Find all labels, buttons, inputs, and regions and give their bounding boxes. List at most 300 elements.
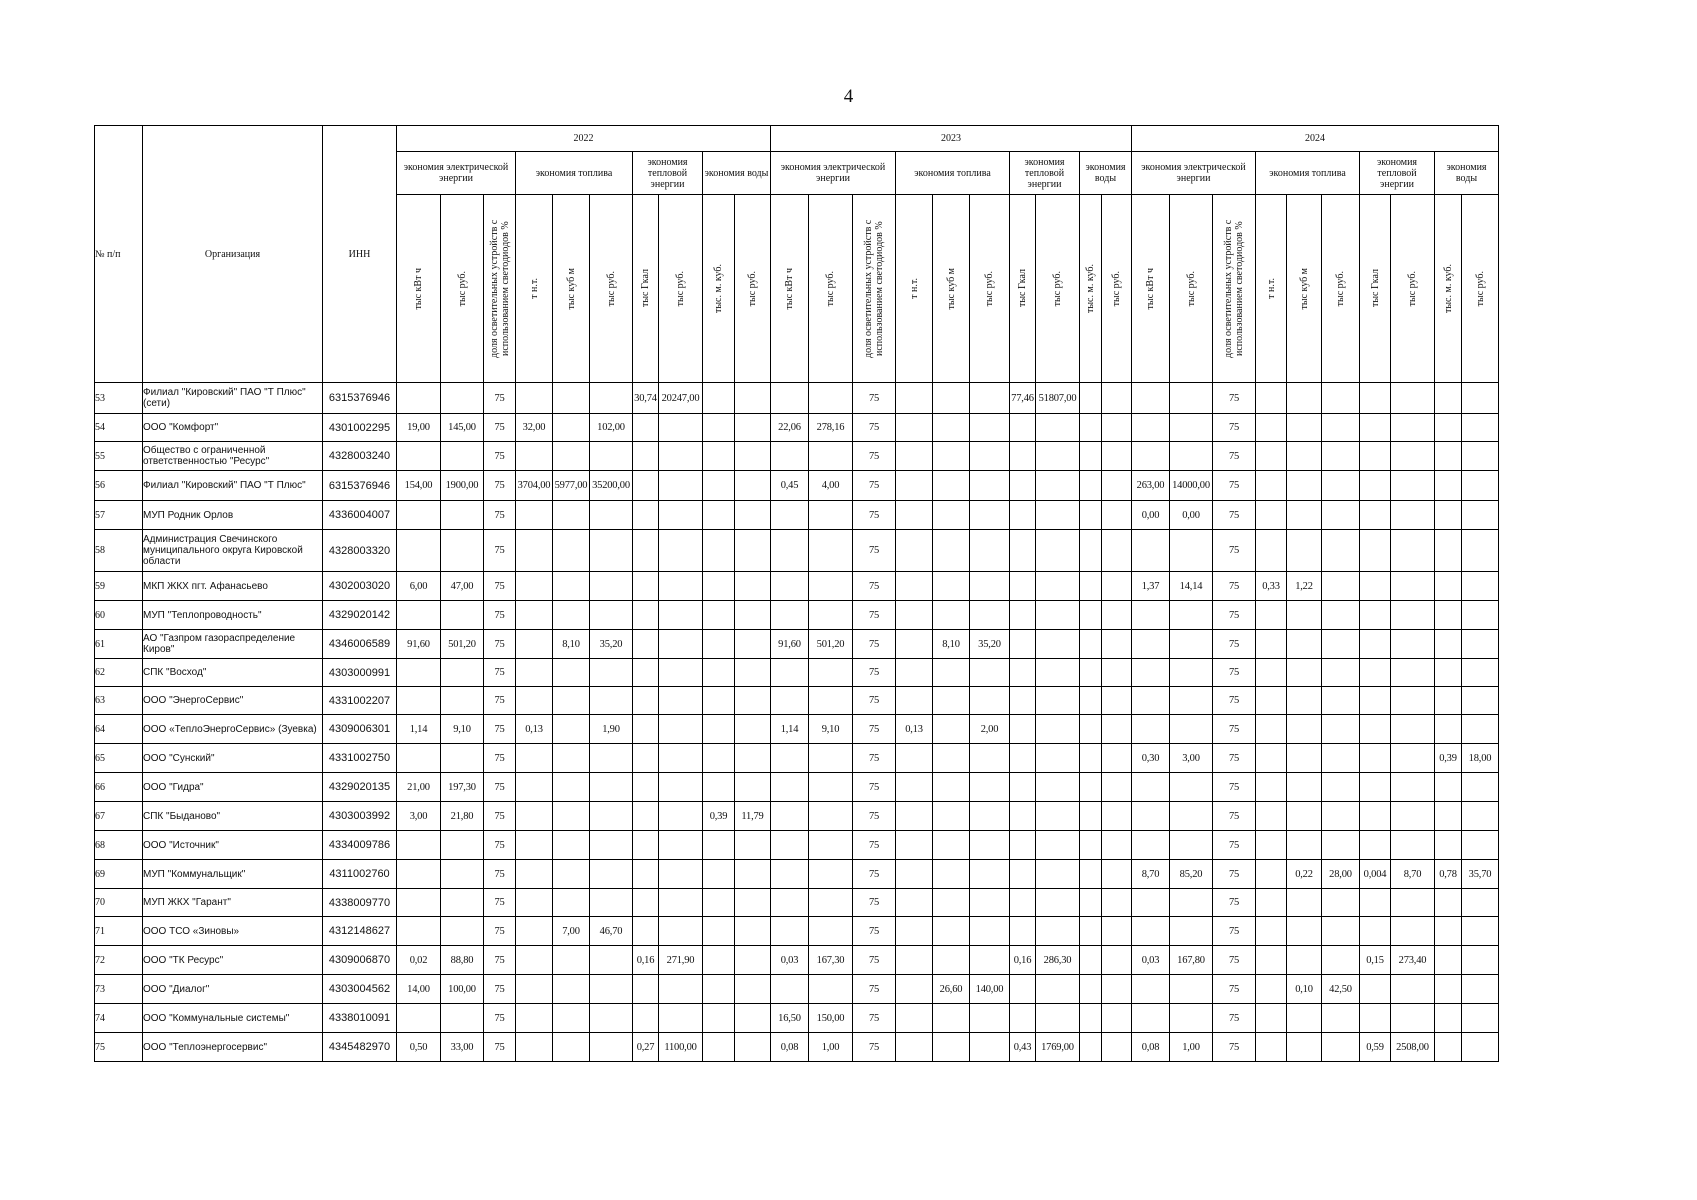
cell-2024-rub (1462, 414, 1499, 442)
cell-2022-share: 75 (484, 687, 516, 715)
cell-2023-rub (1102, 773, 1132, 802)
cell-2023-water_m3 (1080, 501, 1102, 530)
group-fuel-2023: экономия топлива (896, 152, 1010, 195)
cell-2024-gcal: 0,004 (1360, 860, 1391, 889)
cell-2022-share: 75 (484, 831, 516, 860)
cell-2024-gcal (1360, 630, 1391, 659)
cell-2024-tnt (1256, 687, 1287, 715)
cell-2024-water_m3 (1435, 501, 1462, 530)
unit-label: тыс руб. (1185, 270, 1197, 307)
row-number: 53 (95, 383, 143, 414)
cell-2023-gcal (1010, 687, 1036, 715)
cell-2024-water_m3 (1435, 442, 1462, 471)
table-row (95, 802, 1499, 831)
cell-2023-kwh: 0,03 (771, 946, 809, 975)
cell-2023-rub (1036, 744, 1080, 773)
cell-2024-m3 (1287, 530, 1322, 572)
cell-2024-water_m3 (1435, 831, 1462, 860)
cell-2024-kwh (1132, 630, 1170, 659)
unit-label: тыс руб. (1111, 270, 1122, 307)
cell-2024-rub (1322, 601, 1360, 630)
organization-name: ООО "Комфорт" (143, 414, 323, 442)
cell-2022-rub (659, 975, 703, 1004)
cell-2022-tnt (516, 530, 553, 572)
table-row (95, 1004, 1499, 1033)
cell-2023-tnt: 0,13 (896, 715, 933, 744)
cell-2022-gcal (633, 414, 659, 442)
cell-2023-kwh: 1,14 (771, 715, 809, 744)
cell-2024-rub: 14000,00 (1170, 471, 1213, 501)
cell-2023-m3 (933, 530, 970, 572)
cell-2022-gcal: 30,74 (633, 383, 659, 414)
cell-2024-water_m3 (1435, 715, 1462, 744)
cell-2023-m3 (933, 572, 970, 601)
cell-2022-share: 75 (484, 773, 516, 802)
cell-2022-rub (590, 744, 633, 773)
cell-2023-m3 (933, 889, 970, 917)
unit-label: тыс руб. (1407, 270, 1418, 307)
cell-2024-water_m3 (1435, 630, 1462, 659)
cell-2022-m3 (553, 442, 590, 471)
cell-2024-water_m3 (1435, 572, 1462, 601)
cell-2023-m3 (933, 1004, 970, 1033)
cell-2022-kwh (397, 1004, 441, 1033)
cell-2023-rub (809, 802, 853, 831)
cell-2022-rub: 35,20 (590, 630, 633, 659)
cell-2022-water_m3 (703, 442, 735, 471)
cell-2024-rub: 273,40 (1391, 946, 1435, 975)
cell-2023-rub (1036, 1004, 1080, 1033)
cell-2022-share: 75 (484, 471, 516, 501)
unit-gcal-2023-6 (1010, 195, 1036, 383)
cell-2023-rub (1102, 917, 1132, 946)
cell-2023-rub: 2,00 (970, 715, 1010, 744)
table-row (95, 659, 1499, 687)
cell-2024-rub (1391, 687, 1435, 715)
cell-2022-gcal (633, 530, 659, 572)
cell-2024-rub (1391, 442, 1435, 471)
cell-2022-rub (441, 917, 484, 946)
cell-2022-tnt: 32,00 (516, 414, 553, 442)
unit-label: тыс руб. (984, 270, 995, 307)
cell-2024-tnt (1256, 773, 1287, 802)
cell-2023-water_m3 (1080, 572, 1102, 601)
header-inn: ИНН (323, 126, 397, 383)
cell-2023-water_m3 (1080, 442, 1102, 471)
cell-2023-rub (1102, 630, 1132, 659)
cell-2023-rub: 150,00 (809, 1004, 853, 1033)
organization-name: МУП Родник Орлов (143, 501, 323, 530)
cell-2022-rub (735, 442, 771, 471)
cell-2023-water_m3 (1080, 1004, 1102, 1033)
cell-2024-rub (1462, 889, 1499, 917)
row-number: 75 (95, 1033, 143, 1062)
cell-2024-gcal (1360, 572, 1391, 601)
header-year-2023: 2023 (771, 126, 1132, 152)
cell-2023-rub: 9,10 (809, 715, 853, 744)
unit-m3-2024-4 (1287, 195, 1322, 383)
cell-2024-rub (1391, 501, 1435, 530)
cell-2023-kwh (771, 501, 809, 530)
table-row (95, 501, 1499, 530)
cell-2022-tnt (516, 773, 553, 802)
cell-2023-rub (809, 975, 853, 1004)
cell-2024-rub: 1,00 (1170, 1033, 1213, 1062)
cell-2023-tnt (896, 975, 933, 1004)
group-water-2023: экономия воды (1080, 152, 1132, 195)
cell-2022-water_m3 (703, 601, 735, 630)
unit-rub-2023-7 (1036, 195, 1080, 383)
cell-2023-m3 (933, 687, 970, 715)
cell-2022-tnt (516, 501, 553, 530)
row-number: 54 (95, 414, 143, 442)
unit-tnt-2024-3 (1256, 195, 1287, 383)
cell-2022-rub (735, 975, 771, 1004)
table-row (95, 1033, 1499, 1062)
cell-2023-rub (1036, 572, 1080, 601)
cell-2022-rub (659, 630, 703, 659)
cell-2023-rub (1102, 1033, 1132, 1062)
cell-2024-rub (1462, 659, 1499, 687)
cell-2024-rub (1170, 630, 1213, 659)
cell-2022-tnt (516, 802, 553, 831)
cell-2024-rub (1462, 442, 1499, 471)
cell-2023-tnt (896, 1033, 933, 1062)
cell-2024-share: 75 (1213, 659, 1256, 687)
table-row (95, 530, 1499, 572)
unit-label: тыс руб. (1474, 270, 1486, 307)
cell-2022-rub: 11,79 (735, 802, 771, 831)
unit-label: тыс руб. (747, 270, 758, 307)
table-row (95, 917, 1499, 946)
cell-2024-gcal (1360, 414, 1391, 442)
cell-2022-rub (590, 975, 633, 1004)
unit-water_m3-2023-8 (1080, 195, 1102, 383)
row-number: 73 (95, 975, 143, 1004)
cell-2022-share: 75 (484, 917, 516, 946)
cell-2022-share: 75 (484, 601, 516, 630)
cell-2023-share: 75 (853, 383, 896, 414)
cell-2024-tnt: 0,33 (1256, 572, 1287, 601)
table-row (95, 601, 1499, 630)
cell-2024-rub (1170, 975, 1213, 1004)
cell-2023-gcal (1010, 715, 1036, 744)
group-water-2022: экономия воды (703, 152, 771, 195)
inn-value: 4309006870 (323, 946, 397, 975)
cell-2023-kwh (771, 975, 809, 1004)
cell-2023-rub (970, 1033, 1010, 1062)
cell-2023-tnt (896, 630, 933, 659)
cell-2024-kwh: 0,00 (1132, 501, 1170, 530)
cell-2022-tnt (516, 572, 553, 601)
cell-2024-rub (1391, 715, 1435, 744)
cell-2023-rub (1102, 744, 1132, 773)
cell-2023-rub (970, 687, 1010, 715)
cell-2024-gcal (1360, 802, 1391, 831)
table-row (95, 860, 1499, 889)
cell-2022-m3 (553, 975, 590, 1004)
organization-name: СПК "Быданово" (143, 802, 323, 831)
cell-2022-kwh (397, 917, 441, 946)
cell-2024-rub (1170, 917, 1213, 946)
row-number: 59 (95, 572, 143, 601)
cell-2022-kwh: 154,00 (397, 471, 441, 501)
cell-2024-tnt (1256, 917, 1287, 946)
cell-2022-share: 75 (484, 975, 516, 1004)
cell-2023-rub (809, 530, 853, 572)
cell-2024-gcal (1360, 530, 1391, 572)
cell-2024-rub (1462, 383, 1499, 414)
cell-2023-rub (1102, 471, 1132, 501)
cell-2024-share: 75 (1213, 773, 1256, 802)
cell-2024-gcal: 0,59 (1360, 1033, 1391, 1062)
cell-2024-kwh (1132, 975, 1170, 1004)
cell-2024-water_m3 (1435, 414, 1462, 442)
cell-2024-rub (1462, 975, 1499, 1004)
cell-2024-m3 (1287, 744, 1322, 773)
cell-2024-m3 (1287, 917, 1322, 946)
cell-2023-water_m3 (1080, 630, 1102, 659)
inn-value: 4331002207 (323, 687, 397, 715)
cell-2023-rub (1036, 659, 1080, 687)
cell-2022-rub (659, 773, 703, 802)
cell-2022-tnt (516, 975, 553, 1004)
organization-name: Администрация Свечинского муниципального округа Кировской области (143, 530, 323, 572)
cell-2024-m3 (1287, 501, 1322, 530)
row-number: 58 (95, 530, 143, 572)
cell-2022-m3 (553, 744, 590, 773)
cell-2023-kwh (771, 659, 809, 687)
cell-2024-share: 75 (1213, 414, 1256, 442)
cell-2023-share: 75 (853, 687, 896, 715)
cell-2022-rub (735, 530, 771, 572)
cell-2023-rub (1036, 442, 1080, 471)
organization-name: ООО "Источник" (143, 831, 323, 860)
cell-2024-kwh (1132, 601, 1170, 630)
cell-2023-tnt (896, 471, 933, 501)
cell-2022-share: 75 (484, 442, 516, 471)
cell-2024-m3 (1287, 659, 1322, 687)
cell-2023-rub (970, 946, 1010, 975)
cell-2024-water_m3 (1435, 917, 1462, 946)
row-number: 62 (95, 659, 143, 687)
cell-2023-gcal (1010, 917, 1036, 946)
cell-2022-kwh (397, 860, 441, 889)
cell-2023-share: 75 (853, 442, 896, 471)
cell-2023-kwh (771, 572, 809, 601)
cell-2022-water_m3 (703, 630, 735, 659)
cell-2023-share: 75 (853, 831, 896, 860)
cell-2024-rub (1322, 917, 1360, 946)
cell-2022-gcal (633, 889, 659, 917)
organization-name: ООО «ТеплоЭнергоСервис» (Зуевка) (143, 715, 323, 744)
cell-2022-gcal (633, 831, 659, 860)
cell-2023-m3 (933, 715, 970, 744)
cell-2023-rub: 1769,00 (1036, 1033, 1080, 1062)
cell-2022-share: 75 (484, 1004, 516, 1033)
cell-2023-rub (1036, 414, 1080, 442)
organization-name: МКП ЖКХ пгт. Афанасьево (143, 572, 323, 601)
inn-value: 6315376946 (323, 383, 397, 414)
cell-2024-m3 (1287, 471, 1322, 501)
cell-2024-rub (1170, 442, 1213, 471)
cell-2022-rub (735, 744, 771, 773)
cell-2022-gcal (633, 975, 659, 1004)
cell-2024-m3 (1287, 1033, 1322, 1062)
inn-value: 4311002760 (323, 860, 397, 889)
cell-2023-rub (1102, 601, 1132, 630)
cell-2024-rub (1391, 889, 1435, 917)
cell-2024-gcal (1360, 601, 1391, 630)
cell-2024-m3 (1287, 442, 1322, 471)
cell-2022-gcal (633, 442, 659, 471)
cell-2023-tnt (896, 831, 933, 860)
cell-2024-rub (1391, 572, 1435, 601)
cell-2022-rub (441, 530, 484, 572)
cell-2022-gcal (633, 501, 659, 530)
cell-2023-gcal: 0,16 (1010, 946, 1036, 975)
cell-2024-rub (1170, 687, 1213, 715)
cell-2023-rub (970, 383, 1010, 414)
cell-2022-water_m3 (703, 744, 735, 773)
unit-label: тыс руб. (1052, 270, 1063, 307)
cell-2022-gcal (633, 773, 659, 802)
cell-2024-share: 75 (1213, 975, 1256, 1004)
cell-2024-gcal (1360, 715, 1391, 744)
unit-label: доля осветительных устройств с использованием светодиодов % (488, 219, 511, 358)
cell-2024-water_m3 (1435, 975, 1462, 1004)
cell-2023-m3 (933, 383, 970, 414)
cell-2022-rub: 1,90 (590, 715, 633, 744)
cell-2024-kwh (1132, 1004, 1170, 1033)
cell-2022-rub: 102,00 (590, 414, 633, 442)
cell-2024-water_m3 (1435, 889, 1462, 917)
unit-rub-2022-5 (590, 195, 633, 383)
cell-2022-rub (659, 501, 703, 530)
cell-2022-rub (659, 802, 703, 831)
cell-2023-gcal: 77,46 (1010, 383, 1036, 414)
cell-2023-rub: 278,16 (809, 414, 853, 442)
cell-2022-m3 (553, 1004, 590, 1033)
cell-2023-gcal (1010, 773, 1036, 802)
cell-2023-share: 75 (853, 630, 896, 659)
cell-2023-gcal (1010, 831, 1036, 860)
header-year-2022: 2022 (397, 126, 771, 152)
cell-2023-gcal (1010, 860, 1036, 889)
cell-2022-m3: 7,00 (553, 917, 590, 946)
unit-rub-2022-1 (441, 195, 484, 383)
cell-2024-rub (1391, 917, 1435, 946)
cell-2024-rub (1391, 773, 1435, 802)
cell-2022-gcal (633, 802, 659, 831)
cell-2022-water_m3 (703, 659, 735, 687)
unit-share-2024-2 (1213, 195, 1256, 383)
cell-2024-share: 75 (1213, 687, 1256, 715)
inn-value: 4302003020 (323, 572, 397, 601)
cell-2024-share: 75 (1213, 744, 1256, 773)
cell-2024-rub (1391, 471, 1435, 501)
cell-2024-rub: 14,14 (1170, 572, 1213, 601)
cell-2024-gcal (1360, 659, 1391, 687)
group-heat-2024: экономия тепловой энергии (1360, 152, 1435, 195)
inn-value: 4303000991 (323, 659, 397, 687)
inn-value: 4312148627 (323, 917, 397, 946)
cell-2023-rub (1036, 501, 1080, 530)
cell-2024-kwh (1132, 659, 1170, 687)
cell-2024-tnt (1256, 1004, 1287, 1033)
cell-2022-kwh: 91,60 (397, 630, 441, 659)
cell-2023-rub: 1,00 (809, 1033, 853, 1062)
cell-2023-water_m3 (1080, 687, 1102, 715)
cell-2022-rub (735, 860, 771, 889)
cell-2023-gcal (1010, 630, 1036, 659)
cell-2022-rub (590, 659, 633, 687)
cell-2023-share: 75 (853, 975, 896, 1004)
cell-2024-rub (1391, 601, 1435, 630)
cell-2024-tnt (1256, 659, 1287, 687)
cell-2023-tnt (896, 659, 933, 687)
cell-2024-rub (1462, 917, 1499, 946)
cell-2022-tnt (516, 946, 553, 975)
cell-2023-water_m3 (1080, 530, 1102, 572)
cell-2024-rub (1391, 383, 1435, 414)
table-row (95, 773, 1499, 802)
cell-2024-share: 75 (1213, 715, 1256, 744)
cell-2022-rub (735, 383, 771, 414)
cell-2023-rub (970, 442, 1010, 471)
inn-value: 4338009770 (323, 889, 397, 917)
cell-2023-water_m3 (1080, 773, 1102, 802)
cell-2023-kwh: 0,45 (771, 471, 809, 501)
group-fuel-2024: экономия топлива (1256, 152, 1360, 195)
cell-2023-water_m3 (1080, 383, 1102, 414)
cell-2023-rub (1036, 773, 1080, 802)
cell-2022-rub (659, 687, 703, 715)
cell-2022-kwh (397, 659, 441, 687)
cell-2022-rub: 501,20 (441, 630, 484, 659)
cell-2022-m3 (553, 1033, 590, 1062)
cell-2024-water_m3 (1435, 1004, 1462, 1033)
cell-2024-kwh (1132, 715, 1170, 744)
group-electric-2024: экономия электрической энергии (1132, 152, 1256, 195)
cell-2023-kwh: 0,08 (771, 1033, 809, 1062)
cell-2024-gcal (1360, 442, 1391, 471)
cell-2023-rub (1036, 715, 1080, 744)
unit-rub-2022-7 (659, 195, 703, 383)
cell-2024-rub (1391, 630, 1435, 659)
cell-2024-rub (1391, 530, 1435, 572)
cell-2024-m3 (1287, 383, 1322, 414)
cell-2023-rub (1036, 831, 1080, 860)
cell-2023-tnt (896, 687, 933, 715)
unit-label: тыс руб. (825, 270, 836, 307)
organization-name: МУП "Теплопроводность" (143, 601, 323, 630)
group-fuel-2022: экономия топлива (516, 152, 633, 195)
cell-2023-rub (1102, 715, 1132, 744)
cell-2024-rub (1462, 687, 1499, 715)
row-number: 57 (95, 501, 143, 530)
cell-2022-rub (659, 889, 703, 917)
unit-water_m3-2024-8 (1435, 195, 1462, 383)
cell-2023-rub (1036, 601, 1080, 630)
cell-2023-gcal (1010, 744, 1036, 773)
cell-2022-rub (590, 1033, 633, 1062)
cell-2023-kwh (771, 917, 809, 946)
cell-2024-gcal: 0,15 (1360, 946, 1391, 975)
cell-2023-gcal (1010, 889, 1036, 917)
cell-2024-rub (1462, 471, 1499, 501)
table-row (95, 946, 1499, 975)
